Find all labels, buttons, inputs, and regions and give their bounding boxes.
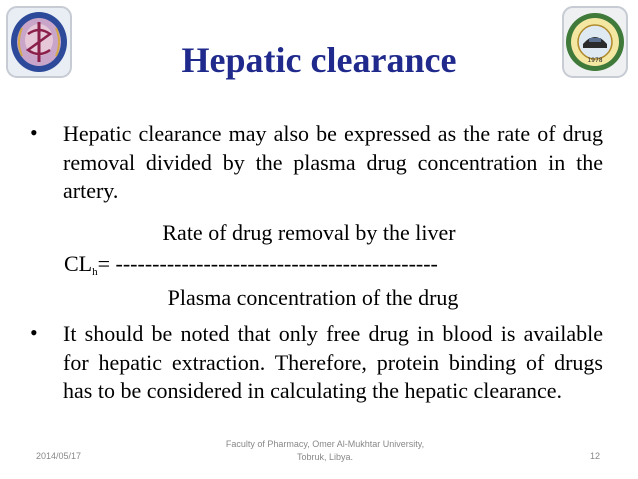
formula-denominator [0,285,638,311]
footer-institution-line-1: Faculty of Pharmacy, Omer Al-Mukhtar University, [225,439,425,449]
bullet-paragraph-2: It should be noted that only free drug in blood is available for hepatic extraction. Therefore, protein binding of drugs has to be considered in calculating the hepatic clearance. [63,321,603,403]
formula-lhs: CL [64,251,93,276]
formula-numerator-text: Rate of drug removal by the liver [162,220,456,245]
formula-subscript: h [92,266,98,278]
bullet-marker: • [30,120,38,145]
footer-institution [205,438,445,464]
footer-institution-line-2: Tobruk, Libya. [296,452,354,462]
slide-title: Hepatic clearance [181,40,457,80]
footer-page-number: 12 [590,451,601,461]
formula-denominator-text: Plasma concentration of the drug [167,285,459,310]
seal-year-text: 1978 [587,57,603,64]
bullet-paragraph-1: Hepatic clearance may also be expressed as the rate of drug removal divided by the plasma drug concentration in the artery. [63,121,603,203]
bullet-marker: • [30,320,38,345]
formula-line [64,251,438,285]
formula-numerator [0,220,638,246]
formula-rhs: = -------------------------------------------- [97,251,438,276]
footer-date: 2014/05/17 [36,451,82,461]
